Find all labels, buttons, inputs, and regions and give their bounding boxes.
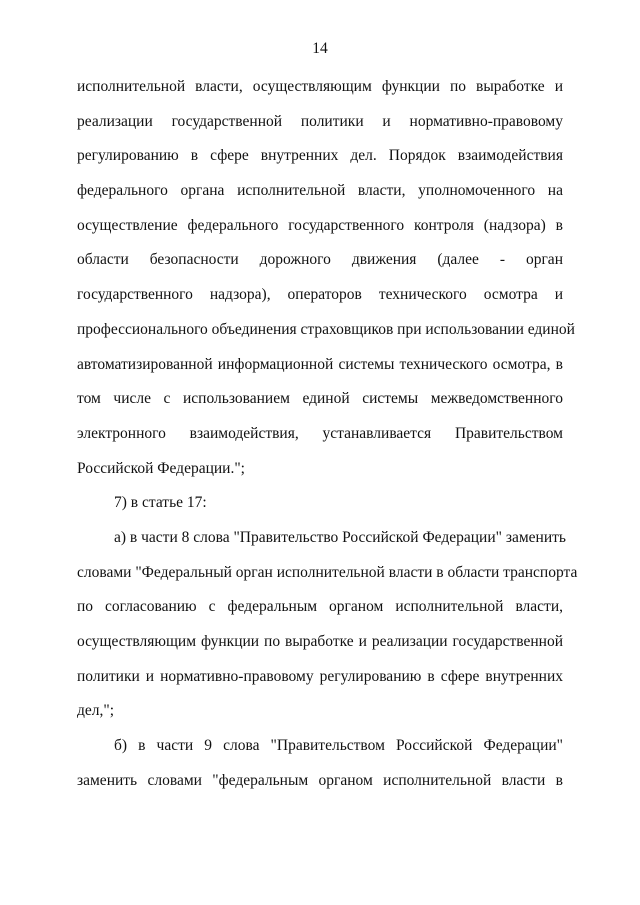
- text-line: дел,";: [77, 702, 115, 720]
- text-line: словами "Федеральный орган исполнительной власти в области транспорта: [77, 563, 578, 581]
- text-line: реализации государственной политики и нормативно-правовому: [77, 112, 563, 130]
- text-line: профессионального объединения страховщиков при использовании единой: [77, 320, 575, 338]
- text-line: исполнительной власти, осуществляющим функции по выработке и: [77, 78, 563, 95]
- text-line: автоматизированной информационной системы технического осмотра, в: [77, 355, 563, 373]
- text-line: осуществление федерального государственного контроля (надзора) в: [77, 216, 563, 234]
- paragraph-item-b: [77, 736, 563, 805]
- text-line: электронного взаимодействия, устанавливается Правительством: [77, 424, 563, 442]
- text-line: б) в части 9 слова "Правительством Российской Федерации": [114, 737, 563, 754]
- text-line: осуществляющим функции по выработке и реализации государственной: [77, 633, 563, 651]
- paragraph-continuation: [77, 77, 575, 493]
- text-line: заменить словами "федеральным органом исполнительной власти в: [77, 771, 563, 789]
- text-line: политики и нормативно-правовому регулированию в сфере внутренних: [77, 667, 563, 685]
- text-line: государственного надзора), операторов технического осмотра и: [77, 286, 563, 304]
- text-line: а) в части 8 слова "Правительство Российской Федерации" заменить: [114, 529, 566, 546]
- text-line: 7) в статье 17:: [114, 494, 207, 511]
- text-line: регулированию в сфере внутренних дел. Порядок взаимодействия: [77, 147, 563, 165]
- paragraph-item-a: [77, 528, 578, 736]
- text-line: по согласованию с федеральным органом исполнительной власти,: [77, 598, 563, 616]
- paragraph-item-7: [77, 493, 563, 528]
- page-number: 14: [312, 40, 328, 57]
- text-line: том числе с использованием единой системы межведомственного: [77, 390, 563, 408]
- text-line: федерального органа исполнительной власти, уполномоченного на: [77, 182, 563, 200]
- text-line: области безопасности дорожного движения (далее - орган: [77, 251, 563, 269]
- text-line: Российской Федерации.";: [77, 459, 245, 477]
